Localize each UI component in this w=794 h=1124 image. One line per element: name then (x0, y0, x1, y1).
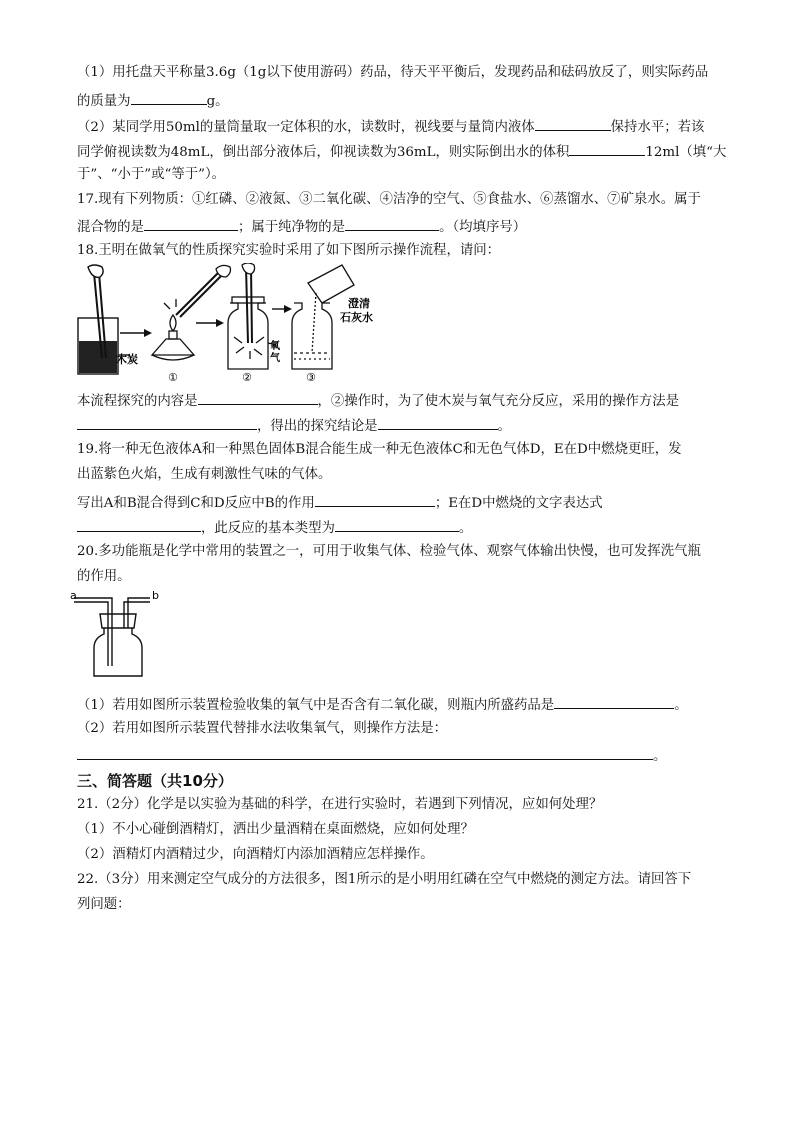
q19-text-6: 。 (458, 521, 473, 536)
multi-function-bottle-figure (70, 588, 170, 680)
q18-conclusion-blank[interactable] (378, 414, 498, 430)
step-3-label: ③ (306, 371, 316, 384)
q16-part2-text-3: 同学俯视读数为48mL，倒出部分液体后，仰视读数为36mL，则实际倒出水的体积 (77, 145, 570, 160)
q21-part1-line (77, 820, 474, 840)
q18-content-blank[interactable] (198, 389, 318, 405)
q19-equation-blank[interactable] (77, 516, 201, 532)
q16-part2-line3 (77, 165, 225, 185)
q16-part2-text: （2）某同学用50ml的量筒量取一定体积的水，读数时，视线要与量筒内液体 (77, 120, 535, 135)
q16-part2-text-4: 12ml（填“大 (645, 145, 727, 160)
step-1-label: ① (168, 371, 178, 384)
q16-part1-unit: g。 (206, 94, 229, 109)
q18-line2 (77, 389, 679, 412)
q19-text-5: ，此反应的基本类型为 (201, 521, 335, 536)
q19-line1 (77, 440, 682, 460)
q22-text-2: 列问题： (77, 897, 131, 912)
q19-line2 (77, 465, 331, 485)
q20-text: 20.多功能瓶是化学中常用的装置之一，可用于收集气体、检验气体、观察气体输出快慢，也可发挥洗气瓶 (77, 544, 701, 559)
q16-part1-text-2: 的质量为 (77, 94, 131, 109)
q20-line2 (77, 567, 131, 587)
section-3-title: 三、简答题（共10分） (77, 772, 233, 790)
q19-role-blank[interactable] (315, 491, 435, 507)
q16-part1-line1 (77, 63, 708, 83)
oxygen-gas-jar (228, 263, 276, 369)
alcohol-lamp-heating (152, 265, 231, 360)
q18-method-blank[interactable] (77, 414, 257, 430)
q18-experiment-figure (72, 263, 392, 385)
q20-part2-text: （2）若用如图所示装置代替排水法收集氧气，则操作方法是： (77, 721, 448, 736)
q18-text-2: 本流程探究的内容是 (77, 394, 198, 409)
q21-text: 21.（2分）化学是以实验为基础的科学，在进行实验时，若遇到下列情况，应如何处理？ (77, 797, 603, 812)
q20-part1-text-2: 。 (674, 698, 688, 713)
q21-part2-line (77, 845, 434, 865)
q19-line3 (77, 491, 603, 514)
flow-arrow-1 (120, 329, 152, 337)
limewater-label-line1: 澄清 (348, 297, 370, 310)
q20-line1 (77, 542, 701, 562)
q20-part2-line (77, 719, 447, 739)
q17-line1 (77, 190, 701, 210)
q20-reagent-blank[interactable] (554, 693, 674, 709)
q16-part1-text: （1）用托盘天平称量3.6g（1g以下使用游码）药品，待天平平衡后，发现药品和砝码放反了，则实际药品 (77, 65, 709, 80)
q21-part2-text: （2）酒精灯内酒精过少，向酒精灯内添加酒精应怎样操作。 (77, 847, 434, 862)
q16-liquid-blank[interactable] (535, 115, 611, 131)
q17-text-2: 混合物的是 (77, 220, 144, 235)
q19-text-2: 出蓝紫色火焰，生成有刺激性气味的气体。 (77, 467, 332, 482)
q17-line2 (77, 215, 526, 238)
oxygen-label-1: 氧 (270, 341, 280, 352)
q19-line4 (77, 516, 472, 539)
q16-mass-blank[interactable] (131, 89, 207, 105)
q18-text-4: ，得出的探究结论是 (257, 419, 378, 434)
q19-text-4: ；E在D中燃烧的文字表达式 (434, 496, 603, 511)
q19-type-blank[interactable] (335, 516, 459, 532)
q20-part2-answer-line (77, 744, 666, 767)
q22-line1 (77, 870, 691, 890)
q17-pure-blank[interactable] (345, 215, 439, 231)
charcoal-label: 木炭 (116, 353, 138, 366)
flow-arrow-2 (196, 319, 224, 327)
q16-part2-text-5: 于”、“小于”或“等于”）。 (77, 167, 226, 182)
step-2-label: ② (242, 371, 252, 384)
q22-text: 22.（3分）用来测定空气成分的方法很多，图1所示的是小明用红磷在空气中燃烧的测定方法。请回答下 (77, 872, 692, 887)
q16-part2-line2 (77, 140, 726, 163)
q17-text-4: 。（均填序号） (439, 220, 527, 235)
q21-part1-text: （1）不小心碰倒酒精灯，洒出少量酒精在桌面燃烧，应如何处理？ (77, 822, 474, 837)
tube-b-label: b (152, 589, 159, 602)
q16-part2-text-2: 保持水平；若该 (610, 120, 705, 135)
q16-volume-blank[interactable] (569, 140, 645, 156)
q20-part1-line (77, 693, 688, 716)
q19-text-3: 写出A和B混合得到C和D反应中B的作用 (77, 496, 315, 511)
q16-part2-line1 (77, 115, 704, 138)
oxygen-label-2: 气 (270, 353, 280, 364)
q18-text-3: ，②操作时，为了使木炭与氧气充分反应，采用的操作方法是 (317, 394, 680, 409)
q18-line1 (77, 241, 500, 261)
q18-text: 18.王明在做氧气的性质探究实验时采用了如下图所示操作流程，请问： (77, 243, 501, 258)
q18-line3 (77, 414, 511, 437)
q17-text-3: ；属于纯净物的是 (237, 220, 346, 235)
q21-line1 (77, 795, 602, 815)
q22-line2 (77, 895, 131, 915)
tube-a-label: a (70, 589, 77, 602)
q18-text-5: 。 (497, 419, 511, 434)
q20-part1-text: （1）若用如图所示装置检验收集的氧气中是否含有二氧化碳，则瓶内所盛药品是 (77, 698, 555, 713)
q20-text-2: 的作用。 (77, 569, 131, 584)
q20-part2-text-2: 。 (653, 749, 667, 764)
q17-mixture-blank[interactable] (144, 215, 238, 231)
limewater-label-line2: 石灰水 (340, 311, 373, 324)
flow-arrow-3 (272, 305, 292, 313)
q17-text: 17.现有下列物质：①红磷、②液氮、③二氧化碳、④洁净的空气、⑤食盐水、⑥蒸馏水、⑦矿泉水。属于 (77, 192, 701, 207)
q16-part1-line2 (77, 89, 229, 112)
q19-text: 19.将一种无色液体A和一种黑色固体B混合能生成一种无色液体C和无色气体D，E在D中燃烧更旺，发 (77, 442, 682, 457)
q20-operation-blank[interactable] (77, 744, 653, 760)
